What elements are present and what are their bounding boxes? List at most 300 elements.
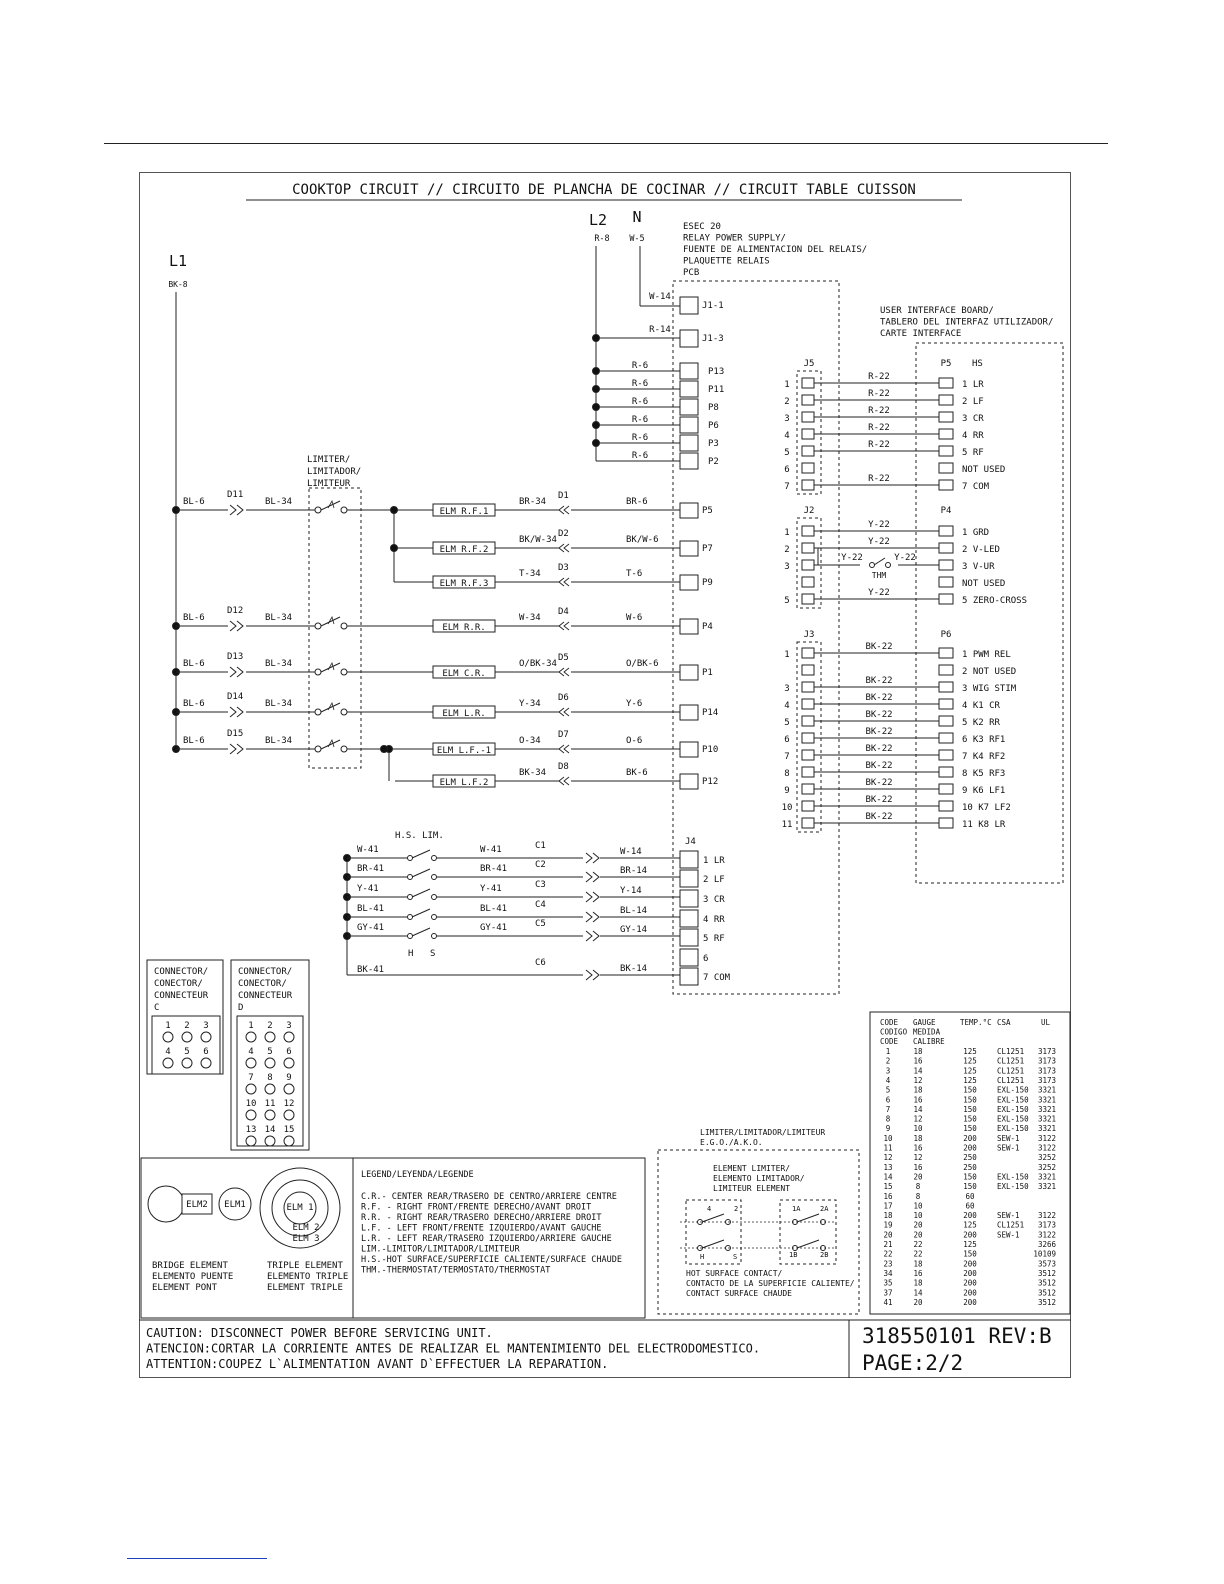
p-connector-label: P6	[940, 630, 952, 640]
gauge-table-cell: CL1251	[997, 1056, 1025, 1066]
j-pin-box	[802, 446, 814, 456]
limiter-switch	[321, 703, 340, 712]
uib-wire-label: BK-22	[865, 744, 893, 754]
connector-d-pin-number: 11	[264, 1099, 276, 1109]
j-pin-number: 4	[784, 431, 790, 441]
j4-pin-box	[680, 910, 698, 927]
gauge-table-cell: 200	[963, 1278, 977, 1288]
gauge-table-cell: EXL-150	[997, 1124, 1029, 1134]
pcb-pin-label: P12	[702, 777, 719, 787]
element-label: ELM R.R.	[442, 623, 486, 633]
connector-d-pin	[246, 1058, 256, 1068]
connector-d-pin	[246, 1110, 256, 1120]
gauge-table-header: CODIGO	[880, 1027, 908, 1037]
gauge-table-cell: 11	[883, 1143, 893, 1153]
j-connector-label: J5	[803, 359, 815, 369]
gauge-table-cell: 14	[913, 1066, 923, 1076]
legend-title: LEGEND/LEYENDA/LEGENDE	[361, 1170, 474, 1180]
ego-pin-label: 2B	[820, 1251, 829, 1259]
diode-label: D15	[227, 729, 244, 739]
gauge-table-cell: 20	[883, 1230, 893, 1240]
ego-contact-label: CONTACT SURFACE CHAUDE	[686, 1289, 792, 1298]
gauge-table-cell: 3512	[1037, 1288, 1056, 1298]
element-label: ELM R.F.3	[439, 579, 489, 589]
connector-d-pin-number: 10	[245, 1099, 257, 1109]
connector-d-pin-number: 5	[267, 1047, 273, 1057]
pcb-pin-label: P14	[702, 708, 719, 718]
j-pin-number: 5	[784, 596, 790, 606]
n-wire: W-5	[629, 234, 645, 244]
thm-contact	[870, 563, 875, 568]
switch-contact	[315, 709, 321, 715]
ego-pin-label: H	[700, 1253, 705, 1261]
gauge-table-cell: 23	[883, 1259, 893, 1269]
switch-contact	[341, 507, 347, 513]
gauge-table-cell: 10	[883, 1133, 893, 1143]
connector-d-pin-number: 6	[286, 1047, 292, 1057]
j-pin-box	[802, 648, 814, 658]
gauge-table-cell: 18	[913, 1085, 923, 1095]
gauge-table-cell: 22	[883, 1249, 893, 1259]
diode-connector	[559, 708, 569, 716]
element-label: ELM L.F.2	[439, 778, 489, 788]
gauge-table-cell: 150	[963, 1095, 977, 1105]
pcb-pin-box	[680, 399, 698, 415]
gauge-table-cell: 20	[913, 1230, 923, 1240]
uib-wire-label: BK-22	[865, 778, 893, 788]
gauge-table-header: CALIBRE	[913, 1037, 945, 1046]
gauge-table-cell: 200	[963, 1259, 977, 1269]
thm-switch	[874, 558, 885, 565]
connector-d-label: CONNECTOR/	[238, 967, 293, 977]
p-pin-box	[939, 480, 953, 490]
gauge-table-cell: 16	[883, 1191, 893, 1201]
pcb-pin-label: P10	[702, 745, 719, 755]
element-wire-label: BL-34	[265, 497, 293, 507]
j-pin-number: 3	[784, 684, 790, 694]
gauge-table-cell: 125	[963, 1047, 977, 1056]
pcb-pin-box	[680, 435, 698, 451]
j-pin-box	[802, 784, 814, 794]
p-pin-label: 2 NOT USED	[962, 667, 1017, 677]
p-pin-box	[939, 733, 953, 743]
gauge-table-cell: EXL-150	[997, 1182, 1029, 1192]
hs-wire-label: GY-14	[620, 925, 648, 935]
legend-line: THM.-THERMOSTAT/TERMOSTATO/THERMOSTAT	[361, 1265, 551, 1276]
gauge-table-cell: 18	[913, 1133, 923, 1143]
j-pin-box	[802, 818, 814, 828]
pcb-wire-label: R-14	[649, 325, 671, 335]
junction-dot	[593, 404, 600, 411]
ego-element-label: LIMITEUR ELEMENT	[713, 1184, 791, 1193]
gauge-table-cell: 125	[963, 1220, 977, 1230]
pcb-pin-box	[680, 742, 698, 757]
gauge-table-cell: CL1251	[997, 1075, 1025, 1085]
element-wire-label: W-34	[519, 613, 541, 623]
gauge-table-cell: 150	[963, 1114, 977, 1124]
bimetal-mark	[328, 617, 334, 624]
pcb-pin-box	[680, 575, 698, 590]
diode-label: D5	[558, 653, 569, 663]
gauge-table-cell: 60	[965, 1201, 975, 1211]
uib-wire-label: Y-22	[841, 553, 863, 563]
pcb-pin-label: P5	[702, 506, 713, 516]
connector-d-pin-number: 13	[245, 1125, 257, 1135]
ego-switch	[702, 1240, 724, 1248]
pcb-pin-box	[680, 705, 698, 720]
hs-wire-label: BR-14	[620, 866, 648, 876]
gauge-table-cell: 1	[885, 1047, 891, 1056]
gauge-table-cell: 6	[885, 1095, 891, 1105]
bridge-elm1-label: ELM1	[224, 1200, 246, 1210]
p-pin-label: 3 WIG STIM	[962, 684, 1017, 694]
gauge-table-cell: 3266	[1037, 1240, 1056, 1249]
bimetal-mark	[328, 740, 334, 747]
gauge-table-cell: 3321	[1037, 1104, 1056, 1114]
gauge-table-cell: 17	[883, 1201, 893, 1211]
j4-pin-label: 3 CR	[703, 895, 725, 905]
hs-contact	[408, 856, 413, 861]
p-pin-box	[939, 682, 953, 692]
gauge-table-cell: CL1251	[997, 1220, 1025, 1230]
j4-pin-box	[680, 968, 698, 985]
ego-switch	[797, 1240, 819, 1248]
hs-wire-label: W-14	[620, 847, 642, 857]
diode-label: D1	[558, 491, 569, 501]
gauge-table-cell: 150	[963, 1124, 977, 1134]
gauge-table-cell: 20	[913, 1220, 923, 1230]
j-pin-box	[802, 665, 814, 675]
diode-connector	[230, 505, 243, 515]
gauge-table-cell: 3252	[1037, 1162, 1056, 1172]
connector-d-label: CONNECTEUR	[238, 991, 293, 1001]
gauge-table-cell: 10109	[1033, 1249, 1056, 1259]
p-pin-label: 7 K4 RF2	[962, 752, 1006, 762]
pcb-pin-box	[680, 381, 698, 397]
uib-wire-label: R-22	[868, 372, 890, 382]
connector-d-pin	[265, 1032, 275, 1042]
gauge-table-cell: SEW-1	[997, 1143, 1020, 1153]
j4-pin-box	[680, 929, 698, 946]
connector-c-pin	[201, 1032, 211, 1042]
hs-wire-label: BL-41	[480, 904, 508, 914]
uib-label: USER INTERFACE BOARD/	[880, 306, 994, 316]
connector-c-label: CONECTOR/	[154, 979, 203, 989]
hs-wire-label: BL-41	[357, 904, 385, 914]
uib-wire-label: Y-22	[868, 588, 890, 598]
connector-d-pin-number: 9	[286, 1073, 292, 1083]
gauge-table-cell: 3173	[1037, 1075, 1056, 1085]
gauge-table-cell: 2	[885, 1056, 891, 1066]
hs-connector-label: C3	[535, 880, 546, 890]
n-label: N	[632, 208, 642, 226]
bimetal-mark	[328, 501, 334, 508]
p-pin-label: 8 K5 RF3	[962, 769, 1006, 779]
p-pin-label: 3 V-UR	[962, 562, 995, 572]
j-pin-box	[802, 429, 814, 439]
ego-pin-label: 1A	[792, 1205, 801, 1213]
gauge-table-cell: EXL-150	[997, 1085, 1029, 1095]
gauge-table-cell: 3173	[1037, 1056, 1056, 1066]
element-wire-label: BR-6	[626, 497, 648, 507]
j4-pin-box	[680, 870, 698, 887]
p-pin-box	[939, 395, 953, 405]
hs-connector-label: C1	[535, 841, 546, 851]
p-pin-label: 10 K7 LF2	[962, 803, 1011, 813]
connector-d-pin	[265, 1110, 275, 1120]
gauge-table-cell: 34	[883, 1268, 893, 1278]
p-pin-label: 7 COM	[962, 482, 990, 492]
gauge-table-cell: EXL-150	[997, 1095, 1029, 1105]
uib-wire-label: BK-22	[865, 812, 893, 822]
connector-c-pin-number: 5	[184, 1047, 190, 1057]
limiter-switch	[321, 663, 340, 672]
hs-wire-label: Y-41	[357, 884, 379, 894]
gauge-table-cell: 125	[963, 1075, 977, 1085]
connector-c-pin-number: 6	[203, 1047, 209, 1057]
j-pin-box	[802, 682, 814, 692]
l1-wire: BK-8	[168, 280, 188, 289]
legend-line: C.R.- CENTER REAR/TRASERO DE CENTRO/ARRIERE CENTRE	[361, 1192, 617, 1202]
ego-title: LIMITER/LIMITADOR/LIMITEUR	[700, 1128, 826, 1137]
gauge-table-cell: 16	[913, 1268, 923, 1278]
junction-dot	[381, 746, 388, 753]
element-wire-label: BK-6	[626, 768, 648, 778]
gauge-table-cell: 8	[915, 1191, 921, 1201]
j-pin-number: 5	[784, 448, 790, 458]
hs-wire-label: BK-14	[620, 964, 648, 974]
hs-contact	[432, 875, 437, 880]
connector-d-pin-number: 2	[267, 1021, 273, 1031]
diode-connector	[559, 578, 569, 586]
diode-label: D11	[227, 490, 244, 500]
gauge-table-cell: 3173	[1037, 1047, 1056, 1056]
pcb-pin-label: P6	[708, 421, 719, 431]
gauge-table-cell: 18	[913, 1047, 923, 1056]
element-wire-label: Y-6	[626, 699, 643, 709]
switch-contact	[315, 623, 321, 629]
element-wire-label: O-6	[626, 736, 643, 746]
gauge-table-cell: 150	[963, 1249, 977, 1259]
j-pin-box	[802, 699, 814, 709]
element-wire-label: T-6	[626, 569, 643, 579]
p-pin-label: 1 GRD	[962, 528, 990, 538]
j4-pin-box	[680, 949, 698, 966]
connector-c-pin	[163, 1058, 173, 1068]
hs-switch	[412, 928, 430, 936]
p-pin-box	[939, 594, 953, 604]
junction-dot	[593, 386, 600, 393]
pcb-pin-label: P8	[708, 403, 719, 413]
j-pin-box	[802, 526, 814, 536]
p-pin-box	[939, 648, 953, 658]
switch-contact	[341, 623, 347, 629]
diode-connector	[559, 668, 569, 676]
junction-dot	[593, 440, 600, 447]
gauge-table-cell: 3573	[1037, 1259, 1056, 1269]
gauge-table-cell: 12	[883, 1153, 893, 1163]
l1-label: L1	[168, 252, 188, 270]
p-pin-box	[939, 429, 953, 439]
connector-d-label: CONECTOR/	[238, 979, 287, 989]
uib-outline	[916, 343, 1063, 883]
j-pin-number: 6	[784, 465, 790, 475]
gauge-table-cell: 3512	[1037, 1278, 1056, 1288]
j4-pin-box	[680, 851, 698, 868]
hs-connector	[586, 931, 599, 941]
p-pin-box	[939, 560, 953, 570]
triple-element-label: TRIPLE ELEMENT	[267, 1261, 343, 1271]
gauge-table-cell: 35	[883, 1278, 893, 1288]
pcb-pin-box	[680, 619, 698, 634]
ego-switch	[797, 1214, 819, 1222]
ego-pin-label: 2A	[820, 1205, 829, 1213]
j-pin-box	[802, 480, 814, 490]
uib-label: CARTE INTERFACE	[880, 329, 962, 339]
pcb-wire-label: R-6	[631, 361, 649, 371]
hs-connector-label: C2	[535, 860, 546, 870]
pcb-wire-label: R-6	[631, 397, 649, 407]
p-pin-label: 11 K8 LR	[962, 820, 1006, 830]
diode-label: D7	[558, 730, 569, 740]
gauge-table-cell: 18	[883, 1211, 893, 1221]
gauge-table-cell: EXL-150	[997, 1104, 1029, 1114]
hs-label: H.S. LIM.	[395, 831, 444, 841]
gauge-table-header: CSA	[997, 1018, 1011, 1027]
diode-label: D4	[558, 607, 569, 617]
gauge-table-cell: CL1251	[997, 1066, 1025, 1076]
p-pin-box	[939, 767, 953, 777]
gauge-table-cell: 3321	[1037, 1085, 1056, 1095]
gauge-table-cell: 14	[883, 1172, 893, 1182]
pcb-pin-label: P3	[708, 439, 719, 449]
element-wire-label: O/BK-34	[519, 659, 557, 669]
j-pin-box	[802, 577, 814, 587]
gauge-table-cell: 3252	[1037, 1153, 1056, 1163]
j-pin-box	[802, 801, 814, 811]
diode-label: D13	[227, 652, 244, 662]
bimetal-mark	[328, 663, 334, 670]
j-pin-number: 4	[784, 701, 790, 711]
ego-pin-label: S	[733, 1253, 738, 1261]
connector-d-pin	[246, 1032, 256, 1042]
switch-contact	[341, 746, 347, 752]
gauge-table-cell: 250	[963, 1153, 977, 1163]
connector-d-pin	[265, 1136, 275, 1146]
triple-elm1-label: ELM 1	[286, 1203, 314, 1213]
pcb-pin-label: J1-1	[702, 301, 724, 311]
p-pin-box	[939, 463, 953, 473]
ego-title: E.G.O./A.K.O.	[700, 1138, 763, 1147]
connector-c-pin-number: 3	[203, 1021, 209, 1031]
uib-wire-label: Y-22	[894, 553, 916, 563]
hs-contact	[408, 934, 413, 939]
hs-contact	[408, 875, 413, 880]
p-pin-box	[939, 801, 953, 811]
pcb-pin-label: P1	[702, 668, 713, 678]
gauge-table-header: CODE	[880, 1018, 899, 1027]
hs-wire-label: Y-41	[480, 884, 502, 894]
j-pin-box	[802, 378, 814, 388]
uib-wire-label: BK-22	[865, 727, 893, 737]
connector-d-pin	[265, 1084, 275, 1094]
junction-dot	[391, 507, 398, 514]
j4-label: J4	[685, 837, 696, 847]
element-label: ELM L.F.-1	[436, 746, 492, 756]
p-pin-label: 4 K1 CR	[962, 701, 1000, 711]
j-pin-number: 1	[784, 650, 790, 660]
gauge-table-cell: 18	[913, 1278, 923, 1288]
pcb-pin-label: P13	[708, 367, 725, 377]
connector-c-pin	[182, 1058, 192, 1068]
hs-wire-label: Y-14	[620, 886, 642, 896]
triple-element-label: ELEMENTO TRIPLE	[267, 1272, 349, 1282]
gauge-table-cell: 19	[883, 1220, 893, 1230]
j-pin-number: 8	[784, 769, 790, 779]
ego-contact-label: CONTACTO DE LA SUPERFICIE CALIENTE/	[686, 1279, 855, 1288]
junction-dot	[593, 368, 600, 375]
connector-c-label: CONNECTOR/	[154, 967, 209, 977]
pcb-label: PLAQUETTE RELAIS	[683, 256, 770, 267]
hs-switch	[412, 889, 430, 897]
uib-wire-label: R-22	[868, 423, 890, 433]
p-pin-box	[939, 543, 953, 553]
pcb-pin-box	[680, 330, 698, 347]
gauge-table-cell: 3173	[1037, 1066, 1056, 1076]
pcb-label: RELAY POWER SUPPLY/	[683, 233, 786, 244]
gauge-table-cell: 16	[913, 1056, 923, 1066]
j-connector-label: J3	[803, 630, 815, 640]
gauge-table-header: GAUGE	[913, 1018, 936, 1027]
connector-c-pin	[163, 1032, 173, 1042]
gauge-table-header: TEMP.°C	[960, 1018, 992, 1027]
element-label: ELM R.F.1	[439, 507, 489, 517]
gauge-table-cell: 150	[963, 1182, 977, 1192]
p-pin-box	[939, 446, 953, 456]
gauge-table-cell: 150	[963, 1104, 977, 1114]
ego-contact-label: HOT SURFACE CONTACT/	[686, 1269, 783, 1278]
j4-pin-label: 2 LF	[703, 875, 725, 885]
uib-label: TABLERO DEL INTERFAZ UTILIZADOR/	[880, 317, 1054, 328]
caution-line: ATENCION:CORTAR LA CORRIENTE ANTES DE REALIZAR EL MANTENIMIENTO DEL ELECTRODOMESTICO.	[146, 1341, 761, 1356]
connector-c-pin	[182, 1032, 192, 1042]
bridge-element-label: ELEMENT PONT	[152, 1283, 218, 1293]
j-pin-box	[802, 767, 814, 777]
hs-wire-label: W-41	[480, 845, 502, 855]
connector-c-label: C	[154, 1003, 160, 1013]
diode-connector	[230, 744, 243, 754]
uib-wire-label: BK-22	[865, 642, 893, 652]
p-pin-label: 1 PWM REL	[962, 650, 1011, 660]
uib-wire-label: Y-22	[868, 537, 890, 547]
p-pin-box	[939, 577, 953, 587]
gauge-table-cell: 21	[883, 1240, 893, 1249]
gauge-table-cell: 18	[913, 1259, 923, 1269]
footer-link-underline[interactable]	[127, 1558, 267, 1559]
gauge-table-cell: 3122	[1037, 1211, 1056, 1221]
gauge-table-cell: 200	[963, 1211, 977, 1221]
hs-wire-label: GY-41	[357, 923, 385, 933]
j-pin-number: 3	[784, 562, 790, 572]
hs-wire-label: BK-41	[357, 965, 385, 975]
gauge-table-cell: 3512	[1037, 1268, 1056, 1278]
gauge-table-cell: 3321	[1037, 1182, 1056, 1192]
j-pin-number: 1	[784, 380, 790, 390]
j-connector-label: J2	[803, 506, 815, 516]
switch-contact	[315, 669, 321, 675]
gauge-table-cell: 22	[913, 1240, 923, 1249]
legend-line: R.F. - RIGHT FRONT/FRENTE DERECHO/AVANT DROIT	[361, 1202, 592, 1213]
